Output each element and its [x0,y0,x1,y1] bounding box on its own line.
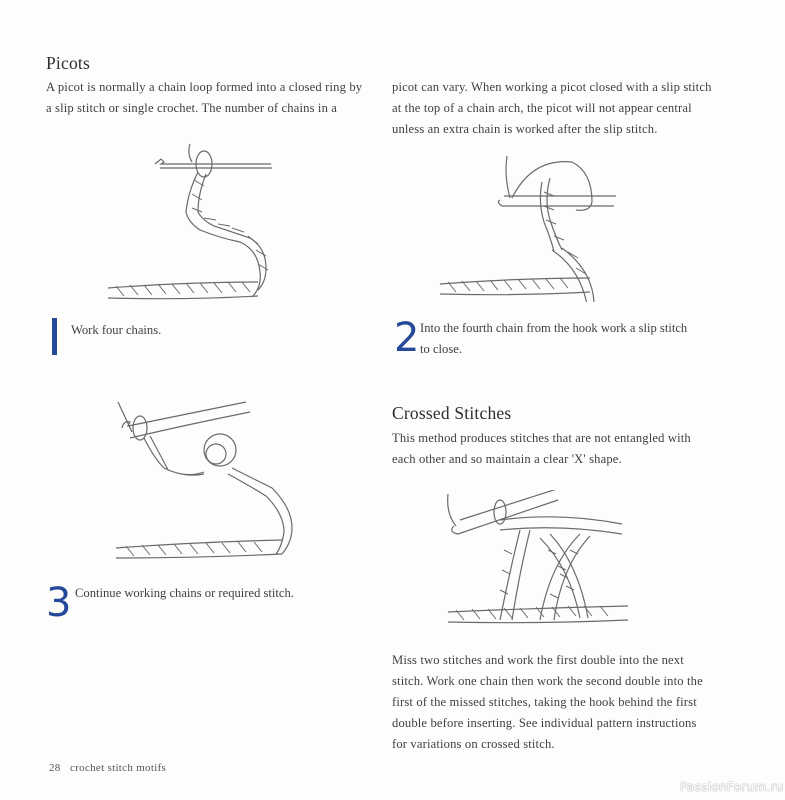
crossed-stitch-illustration [440,490,630,630]
slip-stitch-close-illustration [432,152,632,302]
picots-intro-continued-line-2: at the top of a chain arch, the picot will not appear central [392,101,692,115]
step-2-text-line-2: to close. [420,342,462,356]
picot-ring-illustration [110,398,300,568]
crossed-intro-line-2: each other and so maintain a clear 'X' shape. [392,452,622,466]
crossed-body-line-5: for variations on crossed stitch. [392,737,555,751]
step-2-text-line-1: Into the fourth chain from the hook work a slip stitch [420,321,688,335]
running-title: crochet stitch motifs [70,762,167,774]
step-number-1 [52,318,57,355]
crossed-body-line-3: first of the missed stitches, taking the hook behind the first [392,695,697,709]
picots-intro-continued-line-3: unless an extra chain is worked after the slip stitch. [392,122,658,136]
watermark: PassionForum.ru [680,780,784,794]
picots-intro-line-1: A picot is normally a chain loop formed into a closed ring by [46,80,363,94]
crossed-body-line-4: double before inserting. See individual pattern instructions [392,716,697,730]
picots-intro-continued-line-1: picot can vary. When working a picot closed with a slip stitch [392,80,712,94]
section-title-picots: Picots [46,53,90,73]
crossed-intro-line-1: This method produces stitches that are not entangled with [392,431,691,445]
chain-on-hook-illustration [100,142,300,307]
picots-intro-line-2: a slip stitch or single crochet. The number of chains in a [46,101,338,115]
page-number: 28 [49,762,61,774]
step-1-text: Work four chains. [71,323,162,337]
step-3-text: Continue working chains or required stitch. [75,586,294,600]
crossed-body-line-2: stitch. Work one chain then work the second double into the [392,674,703,688]
step-number-3: 3 [46,580,72,626]
section-title-crossed-stitches: Crossed Stitches [392,403,512,423]
step-number-2: 2 [394,315,420,361]
crossed-body-line-1: Miss two stitches and work the first double into the next [392,653,684,667]
